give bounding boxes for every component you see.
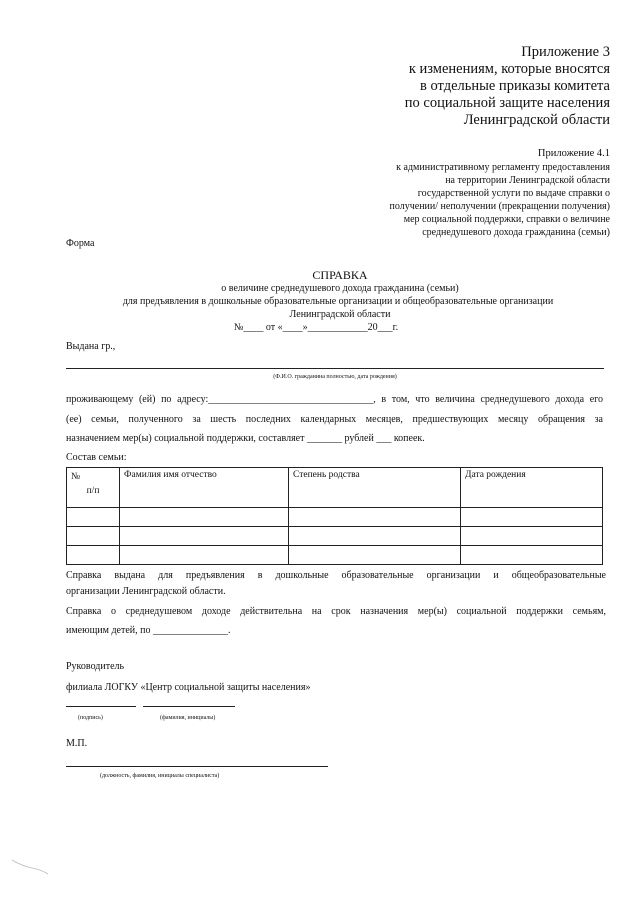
header-line-2: в отдельные приказы комитета (420, 78, 610, 94)
title-line-1: о величине среднедушевого дохода гражданина (семьи) (221, 283, 459, 294)
fio-line (66, 368, 604, 369)
family-table (66, 467, 603, 565)
body-line-3: назначением мер(ы) социальной поддержки, составляет _______ рублей ___ копеек. (66, 433, 425, 444)
table-row (67, 546, 603, 565)
table-cell (289, 546, 461, 565)
title-line-3: Ленинградской области (289, 309, 391, 320)
head-label: Руководитель (66, 661, 125, 672)
sub-line-4: получении/ неполучении (прекращении получения) (389, 201, 610, 212)
purpose-line-1: Справка выдана для предъявления в дошкольные образовательные организации и общеобразовательные (66, 570, 606, 581)
sub-line-2: на территории Ленинградской области (445, 175, 610, 186)
col-fio-header: Фамилия имя отчество (120, 468, 289, 508)
table-cell (67, 546, 120, 565)
scan-mark (10, 858, 50, 878)
table-cell (289, 527, 461, 546)
table-cell (120, 527, 289, 546)
table-header-row (67, 468, 603, 508)
col-number-pp: п/п (86, 486, 100, 496)
appendix-number: Приложение 3 (521, 44, 610, 60)
validity-line-1: Справка о среднедушевом доходе действительна на срок назначения мер(ы) социальной поддержки семьям, (66, 606, 606, 617)
col-relation-header: Степень родства (289, 468, 461, 508)
doc-number-date: №____ от «____»____________20___г. (233, 322, 399, 333)
signature-caption: (подпись) (78, 715, 103, 721)
table-cell (289, 508, 461, 527)
sub-line-5: мер социальной поддержки, справки о величине (403, 214, 610, 225)
sub-line-6: среднедушевого дохода гражданина (семьи) (422, 227, 610, 238)
purpose-line-2: организации Ленинградской области. (66, 586, 226, 597)
signature-line (66, 706, 136, 707)
form-label: Форма (66, 238, 95, 249)
col-number-symbol: № (71, 472, 81, 482)
validity-line-2: имеющим детей, по _______________. (66, 625, 231, 636)
table-cell (461, 527, 603, 546)
header-line-4: Ленинградской области (463, 112, 610, 128)
table-row (67, 508, 603, 527)
body-line-2: (ее) семьи, полученного за шесть последних календарных месяцев, предшествующих месяцу обращения за (66, 414, 603, 425)
col-number-header (67, 468, 120, 508)
name-caption: (фамилия, инициалы) (160, 715, 216, 721)
stamp-label: М.П. (66, 738, 88, 749)
table-cell (120, 546, 289, 565)
title-line-2: для предъявления в дошкольные образовательные организации и общеобразовательные организации (122, 296, 554, 307)
position-caption: (должность, фамилия, инициалы специалиста) (100, 773, 220, 779)
issued-to-label: Выдана гр., (66, 341, 116, 352)
fio-caption: (Ф.И.О. гражданина полностью, дата рождения) (273, 374, 397, 380)
table-cell (120, 508, 289, 527)
header-line-3: по социальной защите населения (404, 95, 610, 111)
table-cell (67, 527, 120, 546)
body-line-1: проживающему (ей) по адресу:_________________________________, в том, что величина среднедушевого дохода его (66, 394, 603, 405)
header-line-1: к изменениям, которые вносятся (408, 61, 610, 77)
sub-appendix-number: Приложение 4.1 (537, 148, 610, 159)
family-label: Состав семьи: (66, 452, 127, 463)
sub-line-3: государственной услуги по выдаче справки о (417, 188, 610, 199)
position-line (66, 766, 328, 767)
table-cell (461, 546, 603, 565)
sub-line-1: к административному регламенту предоставления (396, 162, 610, 173)
name-line (143, 706, 235, 707)
table-cell (67, 508, 120, 527)
table-cell (461, 508, 603, 527)
table-row (67, 527, 603, 546)
col-birthdate-header: Дата рождения (461, 468, 603, 508)
branch-label: филиала ЛОГКУ «Центр социальной защиты населения» (66, 682, 311, 693)
doc-title: СПРАВКА (312, 268, 368, 282)
